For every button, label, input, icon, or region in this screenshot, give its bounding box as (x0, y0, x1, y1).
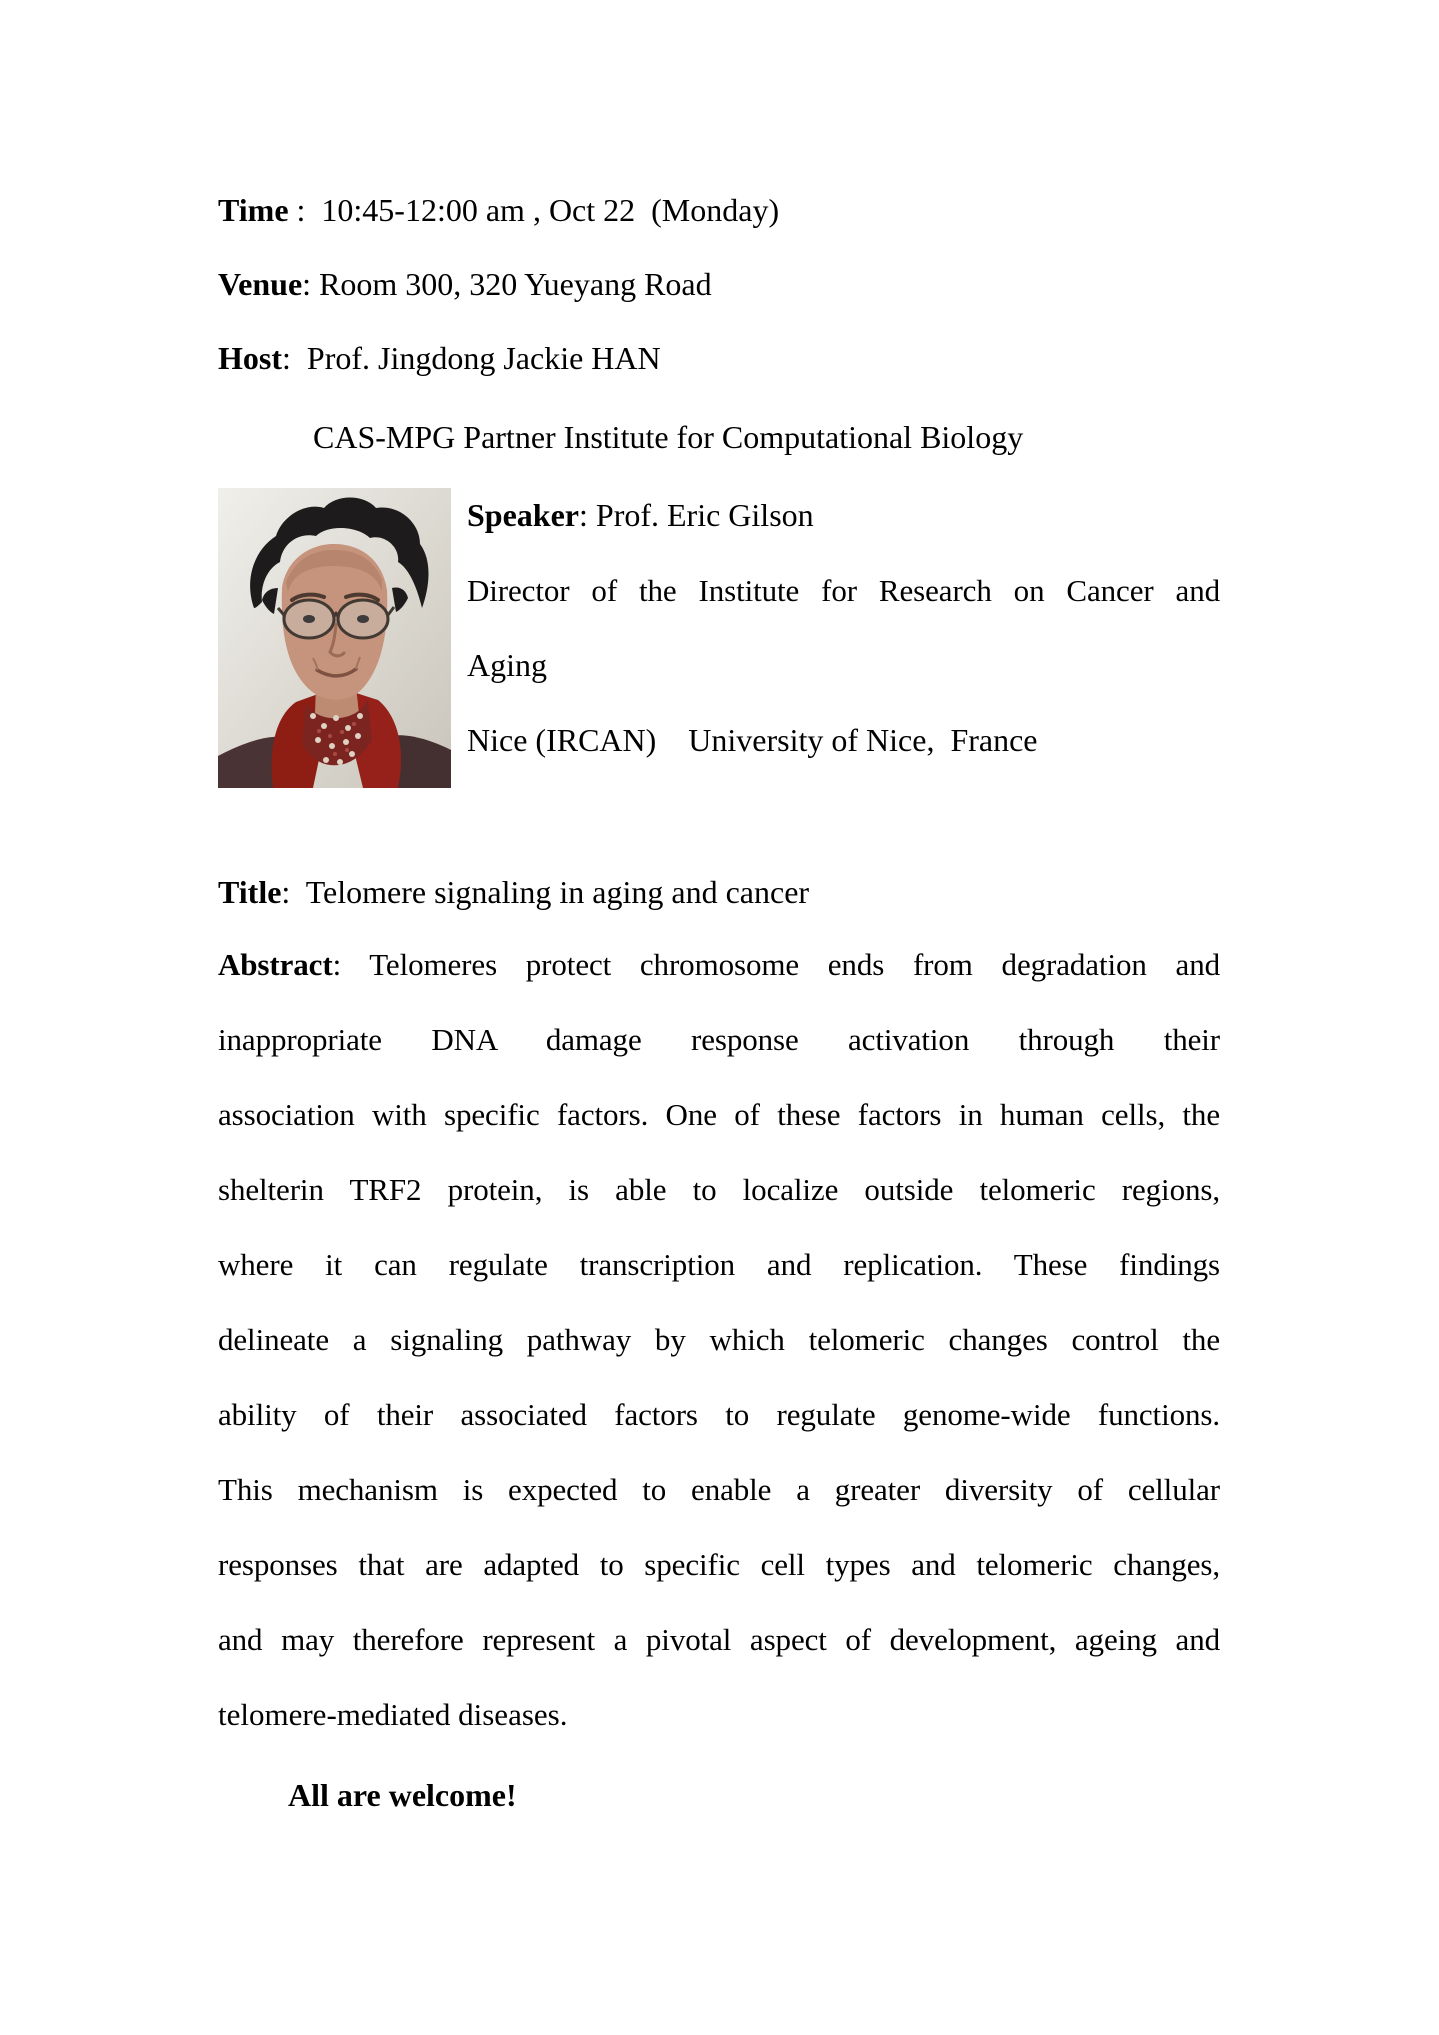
abstract-label: Abstract (218, 947, 333, 982)
abstract-line-3: association with specific factors. One of these factors in human cells, the (218, 1097, 1220, 1132)
abstract-line-8: This mechanism is expected to enable a greater diversity of cellular (218, 1472, 1220, 1507)
abstract-line-4: shelterin TRF2 protein, is able to localize outside telomeric regions, (218, 1172, 1220, 1207)
time-label: Time (218, 192, 289, 228)
host-line (218, 321, 1220, 396)
speaker-label: Speaker (467, 497, 579, 533)
time-line (218, 173, 1220, 248)
venue-line (218, 247, 1220, 322)
host-value: : Prof. Jingdong Jackie HAN (282, 340, 661, 376)
abstract-line-2: inappropriate DNA damage response activation through their (218, 1022, 1220, 1057)
title-value: : Telomere signaling in aging and cancer (281, 874, 810, 910)
speaker-affiliation-line: Nice (IRCAN) University of Nice, France (467, 722, 1038, 758)
abstract-line-10: and may therefore represent a pivotal aspect of development, ageing and (218, 1622, 1220, 1657)
abstract-line-7: ability of their associated factors to regulate genome-wide functions. (218, 1397, 1220, 1432)
host-affiliation-line: CAS-MPG Partner Institute for Computational Biology (313, 419, 1024, 455)
title-label: Title (218, 874, 282, 910)
venue-label: Venue (218, 266, 303, 302)
speaker-position-line-1: Director of the Institute for Research on Cancer and (467, 573, 1220, 608)
abstract-line-11: telomere-mediated diseases. (218, 1697, 568, 1732)
speaker-position-line-2: Aging (467, 647, 547, 683)
abstract-line-9: responses that are adapted to specific cell types and telomeric changes, (218, 1547, 1220, 1582)
time-value: : 10:45-12:00 am , Oct 22 (Monday) (288, 192, 780, 228)
abstract-line-6: delineate a signaling pathway by which telomeric changes control the (218, 1322, 1220, 1357)
abstract-line-5: where it can regulate transcription and replication. These findings (218, 1247, 1220, 1282)
speaker-line (467, 478, 1220, 553)
abstract-line-1 (218, 927, 1220, 1002)
title-line (218, 855, 1220, 930)
host-label: Host (218, 340, 282, 376)
speaker-photo-image (218, 488, 451, 788)
welcome-line: All are welcome! (288, 1777, 517, 1813)
abstract-text-1: : Telomeres protect chromosome ends from degradation and (332, 947, 1220, 982)
speaker-name: : Prof. Eric Gilson (579, 497, 814, 533)
venue-value: : Room 300, 320 Yueyang Road (302, 266, 712, 302)
speaker-photo (218, 488, 451, 788)
